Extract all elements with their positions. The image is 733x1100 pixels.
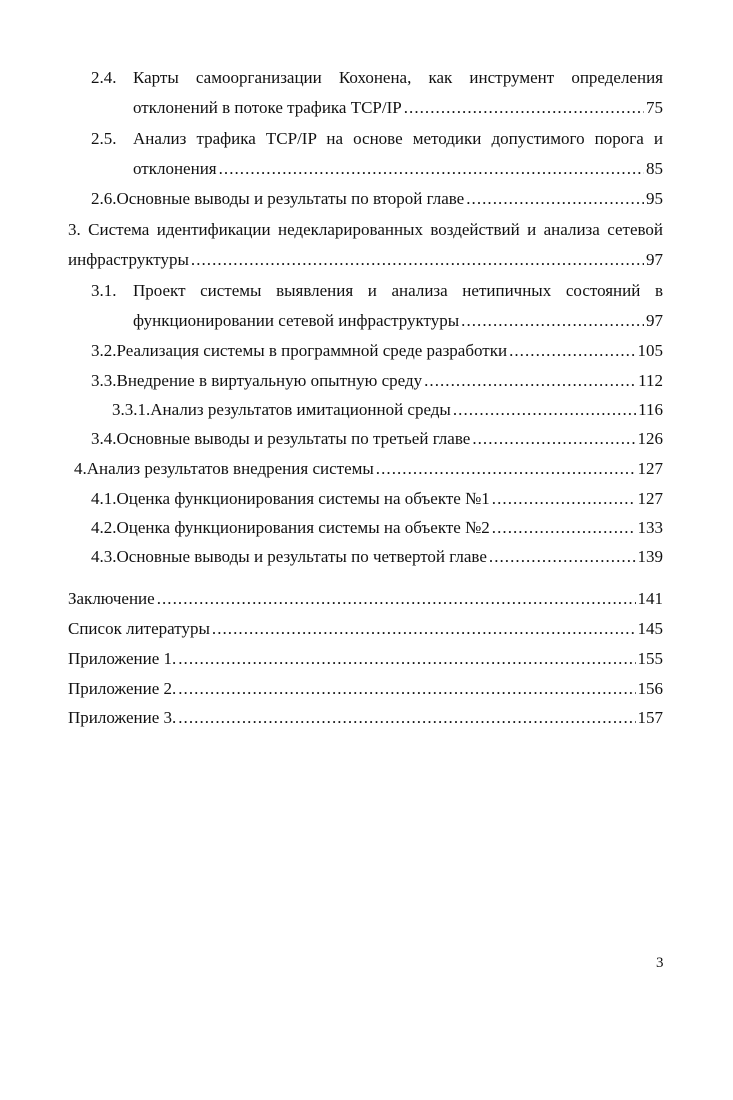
toc-page: 127 [637, 489, 663, 508]
toc-entry-appendix-1 [68, 647, 663, 671]
toc-dot-leader [492, 516, 636, 540]
toc-number: 3.4. [91, 429, 117, 448]
toc-page: 126 [637, 429, 663, 448]
toc-dot-leader [219, 157, 644, 181]
toc-dot-leader [492, 487, 636, 511]
toc-title: Анализ результатов имитационной среды [150, 400, 451, 419]
toc-entry-3 [68, 218, 663, 242]
toc-dot-leader [212, 617, 636, 641]
toc-title: Основные выводы и результаты по второй главе [116, 189, 465, 208]
toc-entry-2-5-cont [133, 157, 663, 181]
toc-title: Реализация системы в программной среде разработки [116, 341, 508, 360]
toc-entry-appendix-3 [68, 706, 663, 730]
toc-page: 116 [638, 400, 663, 419]
toc-title: Основные выводы и результаты по четвертой главе [116, 547, 487, 566]
toc-title: Внедрение в виртуальную опытную среду [116, 371, 423, 390]
toc-entry-3-1 [91, 279, 663, 303]
page-number: 3 [656, 955, 664, 971]
toc-dot-leader [461, 309, 644, 333]
toc-page: 145 [637, 619, 663, 638]
toc-title: Оценка функционирования системы на объекте №1 [116, 489, 490, 508]
toc-entry-3-3 [91, 369, 663, 393]
toc-page: 85 [646, 159, 663, 178]
toc-number: 4. [74, 459, 87, 478]
toc-title: функционировании сетевой инфраструктуры [133, 311, 460, 330]
toc-entry-4-1 [91, 487, 663, 511]
toc-dot-leader [466, 187, 644, 211]
toc-dot-leader [489, 545, 636, 569]
toc-dot-leader [472, 427, 635, 451]
toc-entry-conclusion [68, 587, 663, 611]
toc-entry-3-cont [68, 248, 663, 272]
toc-entry-2-4 [91, 66, 663, 90]
toc-entry-2-4-cont [133, 96, 663, 120]
toc-dot-leader [178, 706, 635, 730]
toc-number: 4.2. [91, 518, 117, 537]
toc-entry-2-6 [91, 187, 663, 211]
toc-dot-leader [424, 369, 636, 393]
toc-page: 141 [637, 589, 663, 608]
toc-dot-leader [178, 647, 635, 671]
toc-dot-leader [178, 677, 635, 701]
toc-dot-leader [453, 398, 636, 422]
toc-dot-leader [191, 248, 644, 272]
toc-entry-3-4 [91, 427, 663, 451]
toc-number: 3.3.1. [112, 400, 151, 419]
toc-title: Основные выводы и результаты по третьей главе [116, 429, 471, 448]
toc-page: 97 [646, 250, 663, 269]
toc-entry-references [68, 617, 663, 641]
toc-page: 97 [646, 311, 663, 330]
toc-title: Проект системы выявления и анализа нетипичных состояний в [133, 281, 663, 300]
toc-title: Приложение 2. [68, 679, 177, 698]
toc-number: 3. [68, 220, 81, 239]
toc-dot-leader [404, 96, 644, 120]
toc-dot-leader [157, 587, 636, 611]
toc-number: 2.4. [91, 68, 117, 87]
toc-title: Приложение 3. [68, 708, 177, 727]
toc-page: 95 [646, 189, 663, 208]
toc-page: 155 [637, 649, 663, 668]
toc-title: инфраструктуры [68, 250, 189, 269]
toc-title: Список литературы [68, 619, 210, 638]
toc-title: Оценка функционирования системы на объекте №2 [116, 518, 490, 537]
toc-number: 3.3. [91, 371, 117, 390]
toc-entry-2-5 [91, 127, 663, 151]
toc-title: Заключение [68, 589, 155, 608]
toc-dot-leader [376, 457, 636, 481]
toc-page: 157 [637, 708, 663, 727]
toc-entry-3-3-1 [112, 398, 663, 422]
toc-entry-3-2 [91, 339, 663, 363]
toc-dot-leader [509, 339, 635, 363]
toc-entry-appendix-2 [68, 677, 663, 701]
toc-page: 105 [637, 341, 663, 360]
toc-entry-4-3 [91, 545, 663, 569]
toc-title: Приложение 1. [68, 649, 177, 668]
toc-number: 4.1. [91, 489, 117, 508]
toc-number: 2.5. [91, 129, 117, 148]
toc-title: отклонения [133, 159, 217, 178]
toc-number: 4.3. [91, 547, 117, 566]
toc-page: 127 [637, 459, 663, 478]
toc-number: 3.1. [91, 281, 117, 300]
toc-page: 112 [638, 371, 663, 390]
toc-number: 2.6. [91, 189, 117, 208]
toc-title: Карты самоорганизации Кохонена, как инструмент определения [133, 68, 663, 87]
toc-entry-4-2 [91, 516, 663, 540]
toc-entry-4 [74, 457, 663, 481]
toc-number: 3.2. [91, 341, 117, 360]
toc-page: 156 [637, 679, 663, 698]
toc-page: 133 [637, 518, 663, 537]
toc-title: отклонений в потоке трафика TCP/IP [133, 98, 402, 117]
toc-title: Анализ результатов внедрения системы [86, 459, 374, 478]
toc-title: Система идентификации недекларированных воздействий и анализа сетевой [88, 220, 663, 239]
toc-page: 139 [637, 547, 663, 566]
toc-page: 75 [646, 98, 663, 117]
toc-entry-3-1-cont [133, 309, 663, 333]
toc-title: Анализ трафика TCP/IP на основе методики допустимого порога и [133, 129, 663, 148]
